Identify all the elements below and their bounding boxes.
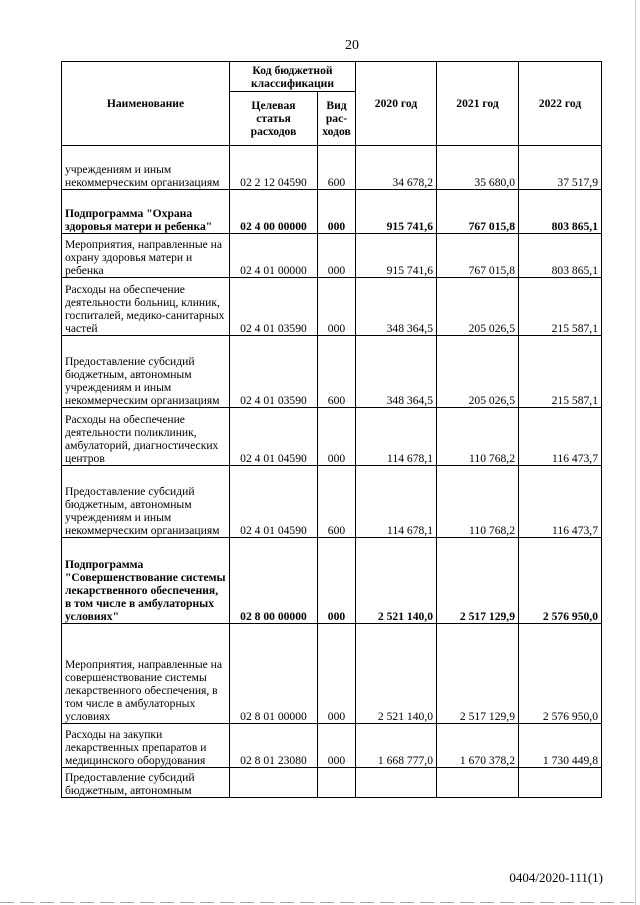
row-value-2022: 215 587,1 — [519, 336, 602, 408]
scan-artifact-line — [0, 902, 640, 903]
row-expense-kind: 000 — [318, 624, 356, 724]
row-value-2020: 2 521 140,0 — [356, 538, 437, 624]
row-expense-kind: 600 — [318, 466, 356, 538]
table-header — [62, 62, 602, 146]
row-name: Мероприятия, направленные на охрану здоровья матери и ребенка — [62, 234, 230, 278]
row-value-2022: 2 576 950,0 — [519, 624, 602, 724]
table-row — [62, 768, 602, 798]
table-row — [62, 146, 602, 190]
row-target-article: 02 4 01 03590 — [230, 336, 318, 408]
table-row — [62, 466, 602, 538]
row-value-2022 — [519, 768, 602, 798]
table-row — [62, 408, 602, 466]
budget-table — [61, 61, 602, 798]
row-target-article: 02 8 01 23080 — [230, 724, 318, 768]
row-value-2020: 114 678,1 — [356, 466, 437, 538]
row-value-2021: 35 680,0 — [437, 146, 519, 190]
table-row — [62, 234, 602, 278]
row-target-article: 02 8 01 00000 — [230, 624, 318, 724]
row-name: Подпрограмма "Охрана здоровья матери и ребенка" — [62, 190, 230, 234]
row-expense-kind: 600 — [318, 146, 356, 190]
header-expense-kind: Вид рас-ходов — [318, 92, 356, 146]
row-value-2022: 116 473,7 — [519, 408, 602, 466]
table-row — [62, 538, 602, 624]
row-value-2021: 205 026,5 — [437, 278, 519, 336]
row-value-2022: 1 730 449,8 — [519, 724, 602, 768]
row-value-2020: 2 521 140,0 — [356, 624, 437, 724]
row-expense-kind: 600 — [318, 336, 356, 408]
row-value-2020: 34 678,2 — [356, 146, 437, 190]
row-value-2022: 116 473,7 — [519, 466, 602, 538]
row-value-2022: 803 865,1 — [519, 190, 602, 234]
row-value-2020: 915 741,6 — [356, 234, 437, 278]
scan-edge-line — [635, 0, 636, 905]
row-target-article: 02 2 12 04590 — [230, 146, 318, 190]
row-value-2021: 110 768,2 — [437, 408, 519, 466]
header-year-2022: 2022 год — [519, 62, 602, 146]
row-expense-kind: 000 — [318, 724, 356, 768]
row-value-2021: 1 670 378,2 — [437, 724, 519, 768]
table-row — [62, 724, 602, 768]
row-name: Предоставление субсидий бюджетным, автономным — [62, 768, 230, 798]
row-value-2020: 114 678,1 — [356, 408, 437, 466]
row-expense-kind — [318, 768, 356, 798]
row-value-2021 — [437, 768, 519, 798]
row-value-2021: 2 517 129,9 — [437, 538, 519, 624]
header-year-2021: 2021 год — [437, 62, 519, 146]
row-value-2022: 215 587,1 — [519, 278, 602, 336]
table-row — [62, 190, 602, 234]
page-number: 20 — [345, 38, 359, 53]
row-name: Расходы на закупки лекарственных препаратов и медицинского оборудования — [62, 724, 230, 768]
row-expense-kind: 000 — [318, 190, 356, 234]
table-row — [62, 624, 602, 724]
table-row — [62, 278, 602, 336]
row-target-article: 02 4 01 03590 — [230, 278, 318, 336]
row-target-article — [230, 768, 318, 798]
row-value-2022: 37 517,9 — [519, 146, 602, 190]
row-name: Расходы на обеспечение деятельности поликлиник, амбулаторий, диагностических центров — [62, 408, 230, 466]
row-value-2020: 915 741,6 — [356, 190, 437, 234]
row-expense-kind: 000 — [318, 538, 356, 624]
table-body — [62, 146, 602, 798]
row-target-article: 02 4 01 00000 — [230, 234, 318, 278]
row-name: Предоставление субсидий бюджетным, автономным учреждениям и иным некоммерческим организациям — [62, 336, 230, 408]
row-target-article: 02 8 00 00000 — [230, 538, 318, 624]
row-name: учреждениям и иным некоммерческим организациям — [62, 146, 230, 190]
row-value-2020: 348 364,5 — [356, 278, 437, 336]
document-code: 0404/2020-111(1) — [509, 870, 603, 885]
row-value-2020: 348 364,5 — [356, 336, 437, 408]
row-expense-kind: 000 — [318, 278, 356, 336]
row-name: Мероприятия, направленные на совершенствование системы лекарственного обеспечения, в том числе в амбулаторных условиях — [62, 624, 230, 724]
row-name: Подпрограмма "Совершенствование системы лекарственного обеспечения, в том числе в амбулаторных условиях" — [62, 538, 230, 624]
row-target-article: 02 4 01 04590 — [230, 466, 318, 538]
table-row — [62, 336, 602, 408]
row-expense-kind: 000 — [318, 234, 356, 278]
row-value-2021: 110 768,2 — [437, 466, 519, 538]
row-target-article: 02 4 01 04590 — [230, 408, 318, 466]
header-target-article: Целевая статья расходов — [230, 92, 318, 146]
header-name: Наименование — [62, 62, 230, 146]
header-code-group: Код бюджетной классификации — [230, 62, 356, 92]
row-target-article: 02 4 00 00000 — [230, 190, 318, 234]
row-expense-kind: 000 — [318, 408, 356, 466]
row-value-2020 — [356, 768, 437, 798]
row-value-2021: 2 517 129,9 — [437, 624, 519, 724]
row-value-2022: 2 576 950,0 — [519, 538, 602, 624]
row-name: Предоставление субсидий бюджетным, автономным учреждениям и иным некоммерческим организациям — [62, 466, 230, 538]
row-value-2022: 803 865,1 — [519, 234, 602, 278]
row-value-2021: 767 015,8 — [437, 190, 519, 234]
header-year-2020: 2020 год — [356, 62, 437, 146]
row-value-2020: 1 668 777,0 — [356, 724, 437, 768]
row-value-2021: 767 015,8 — [437, 234, 519, 278]
row-value-2021: 205 026,5 — [437, 336, 519, 408]
row-name: Расходы на обеспечение деятельности больниц, клиник, госпиталей, медико-санитарных частей — [62, 278, 230, 336]
